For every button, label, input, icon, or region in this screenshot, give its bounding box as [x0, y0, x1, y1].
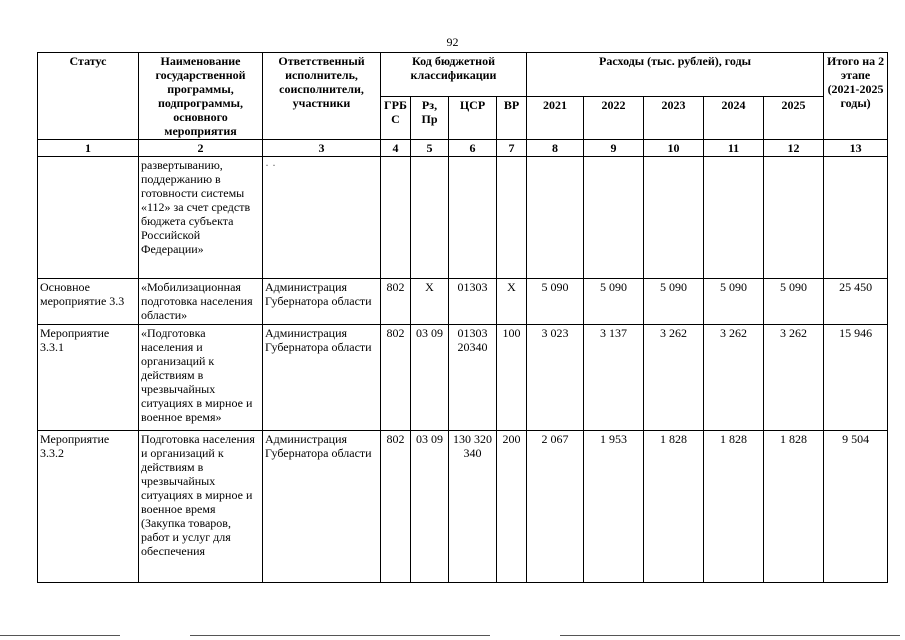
- cell-2024: [704, 157, 764, 279]
- cell-csr: 01303: [449, 279, 497, 325]
- header-executor: Ответственный исполнитель, соисполнители, участники: [263, 53, 381, 140]
- cell-executor: Администрация Губернатора области: [263, 325, 381, 431]
- column-number: 11: [704, 140, 764, 157]
- cell-name: развертыванию, поддержанию в готовности системы «112» за счет средств бюджета субъекта Российской Федерации»: [139, 157, 263, 279]
- header-row-top: [38, 53, 888, 97]
- table-row: [38, 431, 888, 583]
- cell-grbs: [381, 157, 411, 279]
- budget-table: [37, 52, 888, 583]
- cell-2023: 3 262: [644, 325, 704, 431]
- cell-total: 15 946: [824, 325, 888, 431]
- cell-2021: [527, 157, 584, 279]
- cell-2022: 5 090: [584, 279, 644, 325]
- table-row: [38, 279, 888, 325]
- cell-2023: 5 090: [644, 279, 704, 325]
- scan-edge-line: [0, 635, 120, 636]
- column-number: 4: [381, 140, 411, 157]
- cell-status: Мероприятие 3.3.1: [38, 325, 139, 431]
- cell-status: Основное мероприятие 3.3: [38, 279, 139, 325]
- cell-2023: [644, 157, 704, 279]
- page-number: 92: [446, 35, 459, 49]
- cell-executor: Администрация Губернатора области: [263, 279, 381, 325]
- header-status: Статус: [38, 53, 139, 140]
- cell-2024: 1 828: [704, 431, 764, 583]
- scan-edge-line: [190, 635, 490, 636]
- cell-2024: 5 090: [704, 279, 764, 325]
- cell-executor: Администрация Губернатора области: [263, 431, 381, 583]
- header-2023: 2023: [644, 96, 704, 140]
- cell-status: [38, 157, 139, 279]
- cell-name: Подготовка населения и организаций к действиям в чрезвычайных ситуациях в мирное и военное время (Закупка товаров, работ и услуг для обеспечения: [139, 431, 263, 583]
- cell-2022: 1 953: [584, 431, 644, 583]
- cell-name: «Мобилизационная подготовка населения области»: [139, 279, 263, 325]
- cell-2025: 5 090: [764, 279, 824, 325]
- cell-csr: [449, 157, 497, 279]
- cell-csr: 130 320 340: [449, 431, 497, 583]
- cell-2024: 3 262: [704, 325, 764, 431]
- cell-2025: 3 262: [764, 325, 824, 431]
- cell-status: Мероприятие 3.3.2: [38, 431, 139, 583]
- cell-vr: [497, 157, 527, 279]
- header-name: Наименование государственной программы, подпрограммы, основного мероприятия: [139, 53, 263, 140]
- column-number: 3: [263, 140, 381, 157]
- cell-grbs: 802: [381, 431, 411, 583]
- column-number: 2: [139, 140, 263, 157]
- cell-2021: 5 090: [527, 279, 584, 325]
- cell-rzpr: 03 09: [411, 431, 449, 583]
- cell-total: 9 504: [824, 431, 888, 583]
- header-2021: 2021: [527, 96, 584, 140]
- column-number: 13: [824, 140, 888, 157]
- cell-vr: 200: [497, 431, 527, 583]
- cell-2021: 3 023: [527, 325, 584, 431]
- cell-rzpr: [411, 157, 449, 279]
- cell-total: [824, 157, 888, 279]
- header-csr: ЦСР: [449, 96, 497, 140]
- cell-executor: · ·: [263, 157, 381, 279]
- cell-2021: 2 067: [527, 431, 584, 583]
- header-2022: 2022: [584, 96, 644, 140]
- cell-rzpr: Х: [411, 279, 449, 325]
- column-number: 5: [411, 140, 449, 157]
- table-row: [38, 325, 888, 431]
- cell-2025: [764, 157, 824, 279]
- header-grbs: ГРБ С: [381, 96, 411, 140]
- cell-name: «Подготовка населения и организаций к действиям в чрезвычайных ситуациях в мирное и военное время»: [139, 325, 263, 431]
- cell-csr: 01303 20340: [449, 325, 497, 431]
- header-vr: ВР: [497, 96, 527, 140]
- column-number: 1: [38, 140, 139, 157]
- cell-grbs: 802: [381, 325, 411, 431]
- cell-2023: 1 828: [644, 431, 704, 583]
- column-number: 12: [764, 140, 824, 157]
- cell-vr: Х: [497, 279, 527, 325]
- cell-2022: 3 137: [584, 325, 644, 431]
- column-number: 6: [449, 140, 497, 157]
- cell-vr: 100: [497, 325, 527, 431]
- header-budget-code: Код бюджетной классификации: [381, 53, 527, 97]
- column-number: 7: [497, 140, 527, 157]
- column-number: 10: [644, 140, 704, 157]
- column-number: 8: [527, 140, 584, 157]
- header-expenses: Расходы (тыс. рублей), годы: [527, 53, 824, 97]
- cell-rzpr: 03 09: [411, 325, 449, 431]
- column-number-row: [38, 140, 888, 157]
- table-row: [38, 157, 888, 279]
- column-number: 9: [584, 140, 644, 157]
- scan-edge-line: [560, 635, 900, 636]
- cell-2025: 1 828: [764, 431, 824, 583]
- header-rzpr: Рз, Пр: [411, 96, 449, 140]
- header-total: Итого на 2 этапе (2021-2025 годы): [824, 53, 888, 140]
- cell-total: 25 450: [824, 279, 888, 325]
- cell-2022: [584, 157, 644, 279]
- cell-grbs: 802: [381, 279, 411, 325]
- header-2024: 2024: [704, 96, 764, 140]
- header-2025: 2025: [764, 96, 824, 140]
